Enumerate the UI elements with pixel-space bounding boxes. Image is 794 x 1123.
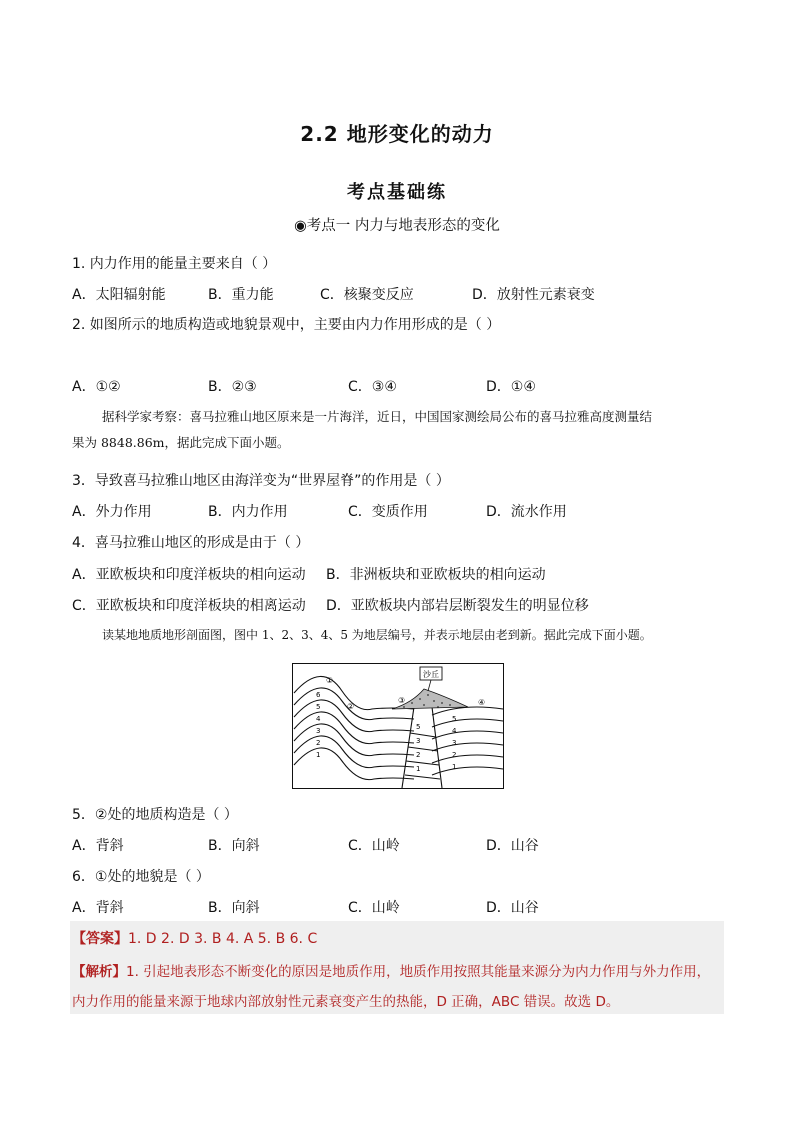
option-b: B．向斜 bbox=[208, 900, 260, 916]
layer-label: 3 bbox=[416, 737, 421, 745]
layer-label: 6 bbox=[316, 691, 321, 699]
layer-label: 2 bbox=[452, 751, 457, 759]
option-b: B．向斜 bbox=[208, 838, 260, 854]
option-c: C．山岭 bbox=[348, 900, 400, 916]
option-a: A．①② bbox=[72, 379, 121, 395]
option-b: B．重力能 bbox=[208, 287, 274, 303]
question-3-stem: 3．导致喜马拉雅山地区由海洋变为“世界屋脊”的作用是（ ） bbox=[72, 473, 450, 489]
layer-label: 4 bbox=[316, 715, 321, 723]
dune-label: 沙丘 bbox=[423, 670, 439, 679]
question-4-options-row1 bbox=[0, 564, 794, 584]
analysis-text: 1. 引起地表形态不断变化的原因是地质作用，地质作用按照其能量来源分为内力作用与外力作用， bbox=[126, 964, 711, 980]
question-6-stem: 6．①处的地貌是（ ） bbox=[72, 869, 210, 885]
option-d: D．流水作用 bbox=[486, 504, 567, 520]
question-3-options bbox=[0, 501, 794, 521]
page-title: 2.2 地形变化的动力 bbox=[300, 122, 494, 146]
layer-label: 5 bbox=[452, 715, 457, 723]
question-1-options bbox=[0, 284, 794, 304]
option-d: D．山谷 bbox=[486, 900, 539, 916]
material-line: 据科学家考察：喜马拉雅山地区原来是一片海洋，近日，中国国家测绘局公布的喜马拉雅高度测量结 bbox=[102, 409, 653, 424]
layer-label: 5 bbox=[316, 703, 321, 711]
question-6-options bbox=[0, 897, 794, 917]
analysis-line-2: 内力作用的能量来源于地球内部放射性元素衰变产生的热能，D 正确，ABC 错误。故选 D。 bbox=[72, 994, 620, 1010]
layer-label: 1 bbox=[416, 765, 421, 773]
option-a: A．太阳辐射能 bbox=[72, 287, 166, 303]
question-1-stem: 1. 内力作用的能量主要来自（ ） bbox=[72, 256, 277, 272]
question-5-stem: 5．②处的地质构造是（ ） bbox=[72, 807, 238, 823]
question-4-options-row2 bbox=[0, 595, 794, 615]
option-c: C．变质作用 bbox=[348, 504, 428, 520]
layer-label: 2 bbox=[316, 739, 321, 747]
layer-label: 3 bbox=[452, 739, 457, 747]
analysis-line-1 bbox=[72, 960, 710, 980]
geologic-section-diagram bbox=[292, 663, 504, 789]
answer-text: 1. D 2. D 3. B 4. A 5. B 6. C bbox=[128, 931, 318, 947]
option-d: D．山谷 bbox=[486, 838, 539, 854]
option-d: D．亚欧板块内部岩层断裂发生的明显位移 bbox=[326, 598, 589, 614]
option-a: A．外力作用 bbox=[72, 504, 152, 520]
question-2-stem: 2. 如图所示的地质构造或地貌景观中，主要由内力作用形成的是（ ） bbox=[72, 317, 501, 333]
option-b: B．②③ bbox=[208, 379, 257, 395]
option-c: C．山岭 bbox=[348, 838, 400, 854]
option-a: A．背斜 bbox=[72, 900, 124, 916]
question-4-stem: 4．喜马拉雅山地区的形成是由于（ ） bbox=[72, 535, 310, 551]
mark-4: ④ bbox=[478, 698, 486, 707]
section-heading: 考点基础练 bbox=[347, 182, 447, 203]
option-d: D．放射性元素衰变 bbox=[472, 287, 595, 303]
mark-2: ② bbox=[347, 702, 355, 711]
figure-frame bbox=[293, 664, 504, 789]
analysis-label: 【解析】 bbox=[72, 964, 126, 980]
question-5-options bbox=[0, 835, 794, 855]
mark-3: ③ bbox=[398, 696, 406, 705]
layer-label: 1 bbox=[452, 763, 457, 771]
topic-heading: ◉考点一 内力与地表形态的变化 bbox=[294, 218, 500, 234]
option-c: C．亚欧板块和印度洋板块的相离运动 bbox=[72, 598, 306, 614]
layer-label: 4 bbox=[452, 727, 457, 735]
option-b: B．非洲板块和亚欧板块的相向运动 bbox=[326, 567, 546, 583]
layer-label: 1 bbox=[316, 751, 321, 759]
material-passage-1 bbox=[72, 404, 724, 456]
material-passage-2: 读某地地质地形剖面图，图中 1、2、3、4、5 为地层编号，并表示地层由老到新。据此完成下面小题。 bbox=[102, 628, 652, 642]
layer-label: 2 bbox=[416, 751, 421, 759]
option-d: D．①④ bbox=[486, 379, 536, 395]
answer-label: 【答案】 bbox=[72, 931, 128, 947]
option-b: B．内力作用 bbox=[208, 504, 288, 520]
material-line: 果为 8848.86m，据此完成下面小题。 bbox=[72, 435, 290, 450]
answer-line bbox=[72, 928, 317, 948]
layer-label: 3 bbox=[316, 727, 321, 735]
option-c: C．核聚变反应 bbox=[320, 287, 414, 303]
option-a: A．亚欧板块和印度洋板块的相向运动 bbox=[72, 567, 306, 583]
option-a: A．背斜 bbox=[72, 838, 124, 854]
question-2-options bbox=[0, 376, 794, 396]
mark-1: ① bbox=[326, 676, 334, 685]
layer-label: 5 bbox=[416, 723, 421, 731]
option-c: C．③④ bbox=[348, 379, 397, 395]
